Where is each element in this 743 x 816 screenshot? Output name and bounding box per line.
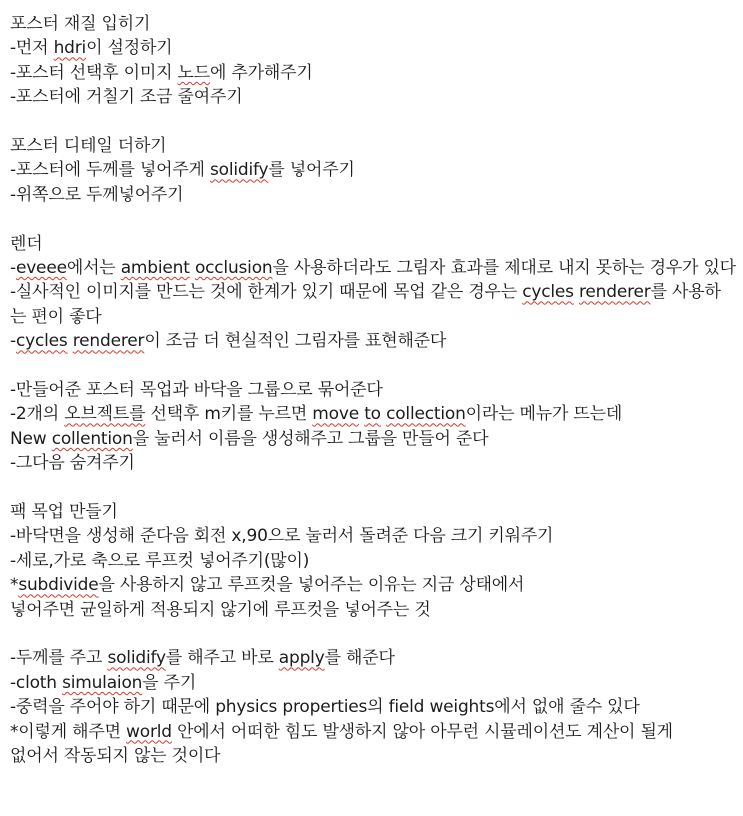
text-run: *이렇게 해주면 <box>10 721 127 742</box>
text-run: -실사적인 이미지를 만드는 것에 한계가 있기 때문에 목업 같은 경우는 <box>10 282 523 303</box>
text-run: -위쪽으로 두께넣어주기 <box>10 184 184 205</box>
note-line <box>10 695 735 719</box>
misspelled-word: solidify <box>210 160 269 181</box>
misspelled-word: occlusion <box>194 258 273 279</box>
note-line <box>10 720 735 744</box>
text-run: -cloth <box>10 672 63 693</box>
text-run: 을 눌러서 이름을 생성해주고 그룹을 만들어 준다 <box>132 428 489 449</box>
misspelled-word: ambient <box>120 258 190 279</box>
text-run: 을 주기 <box>142 672 197 693</box>
misspelled-word: cycles <box>15 331 68 352</box>
text-run: - <box>10 258 16 279</box>
text-run: New <box>10 428 52 449</box>
note-line <box>10 573 735 597</box>
misspelled-word: renderer <box>579 282 651 303</box>
text-run: 없어서 작동되지 않는 것이다 <box>10 746 221 767</box>
misspelled-word: 노드 <box>177 62 210 83</box>
misspelled-word: collection <box>386 404 466 425</box>
section-heading: 렌더 <box>10 233 43 254</box>
note-line <box>10 402 735 426</box>
text-run: -먼저 <box>10 38 54 59</box>
note-line <box>10 549 735 573</box>
blank-line <box>10 476 735 500</box>
text-run: 에 추가해주기 <box>210 62 313 83</box>
text-run: 를 해주고 바로 <box>165 648 279 669</box>
text-run: 넣어주면 균일하게 적용되지 않기에 루프컷을 넣어주는 것 <box>10 599 431 620</box>
blank-line <box>10 110 735 134</box>
note-line <box>10 36 735 60</box>
note-line <box>10 85 735 109</box>
note-line <box>10 256 735 280</box>
misspelled-word: to <box>364 404 381 425</box>
text-run: -포스터 선택후 이미지 <box>10 62 178 83</box>
note-line <box>10 646 735 670</box>
note-line <box>10 378 735 402</box>
text-run: -두께를 주고 <box>10 648 108 669</box>
note-line <box>10 183 735 207</box>
text-run: 를 넣어주기 <box>268 160 355 181</box>
section-heading: 포스터 재질 입히기 <box>10 14 151 34</box>
note-line <box>10 329 735 353</box>
text-run: -만들어준 포스터 목업과 바닥을 그룹으로 묶어준다 <box>10 380 383 401</box>
misspelled-word: simulaion <box>62 672 143 693</box>
text-run: 을 사용하더라도 그림자 효과를 제대로 내지 못하는 경우가 있다 <box>272 258 736 279</box>
blank-line <box>10 354 735 378</box>
text-run: -그다음 숨겨주기 <box>10 453 135 474</box>
note-line <box>10 427 735 451</box>
text-run: -세로,가로 축으로 루프컷 넣어주기(많이) <box>10 550 310 571</box>
note-line <box>10 280 735 329</box>
misspelled-word: cycles <box>522 282 574 303</box>
note-body[interactable] <box>10 12 735 769</box>
text-run: 이 설정하기 <box>86 38 173 59</box>
text-run: 를 사용하는 편이 좋다 <box>10 282 721 327</box>
note-line <box>10 744 735 768</box>
text-run: 을 사용하지 않고 루프컷을 넣어주는 이유는 지금 상태에서 <box>98 575 525 596</box>
text-run: -포스터에 거칠기 조금 줄여주기 <box>10 87 243 108</box>
note-line <box>10 524 735 548</box>
blank-line <box>10 207 735 231</box>
note-line <box>10 598 735 622</box>
note-line <box>10 671 735 695</box>
misspelled-word: eveee <box>15 258 67 279</box>
misspelled-word: hdri <box>53 38 87 59</box>
misspelled-word: solidify <box>107 648 166 669</box>
text-run: 이 조금 더 현실적인 그림자를 표현해준다 <box>144 331 447 352</box>
text-run: 이라는 메뉴가 뜨는데 <box>465 404 623 425</box>
blank-line <box>10 622 735 646</box>
section-heading: 포스터 디테일 더하기 <box>10 136 167 157</box>
misspelled-word: subdivide <box>18 575 99 596</box>
misspelled-word: collention <box>51 428 133 449</box>
note-line <box>10 61 735 85</box>
text-run: 선택후 m키를 누르면 <box>145 404 313 425</box>
misspelled-word: renderer <box>72 331 145 352</box>
text-run: 를 해준다 <box>324 648 395 669</box>
note-line <box>10 451 735 475</box>
text-run: -중력을 주어야 하기 때문에 physics properties의 field weights에서 없애 줄수 있다 <box>10 697 640 718</box>
section-heading: 팩 목업 만들기 <box>10 502 118 523</box>
misspelled-word: world <box>126 721 172 742</box>
misspelled-word: move <box>312 404 359 425</box>
text-run: 에서는 <box>66 258 121 279</box>
text-run: 안에서 어떠한 힘도 발생하지 않아 아무런 시뮬레이션도 계산이 될게 <box>171 721 673 742</box>
note-line <box>10 158 735 182</box>
misspelled-word: 오브젝트를 <box>64 404 146 425</box>
text-run: - <box>10 331 16 352</box>
text-run: -포스터에 두께를 넣어주게 <box>10 160 210 181</box>
text-run: -바닥면을 생성해 준다음 회전 x,90으로 눌러서 돌려준 다음 크기 키워주기 <box>10 526 554 547</box>
text-run: -2개의 <box>10 404 65 425</box>
misspelled-word: apply <box>278 648 325 669</box>
text-run: * <box>10 575 19 596</box>
